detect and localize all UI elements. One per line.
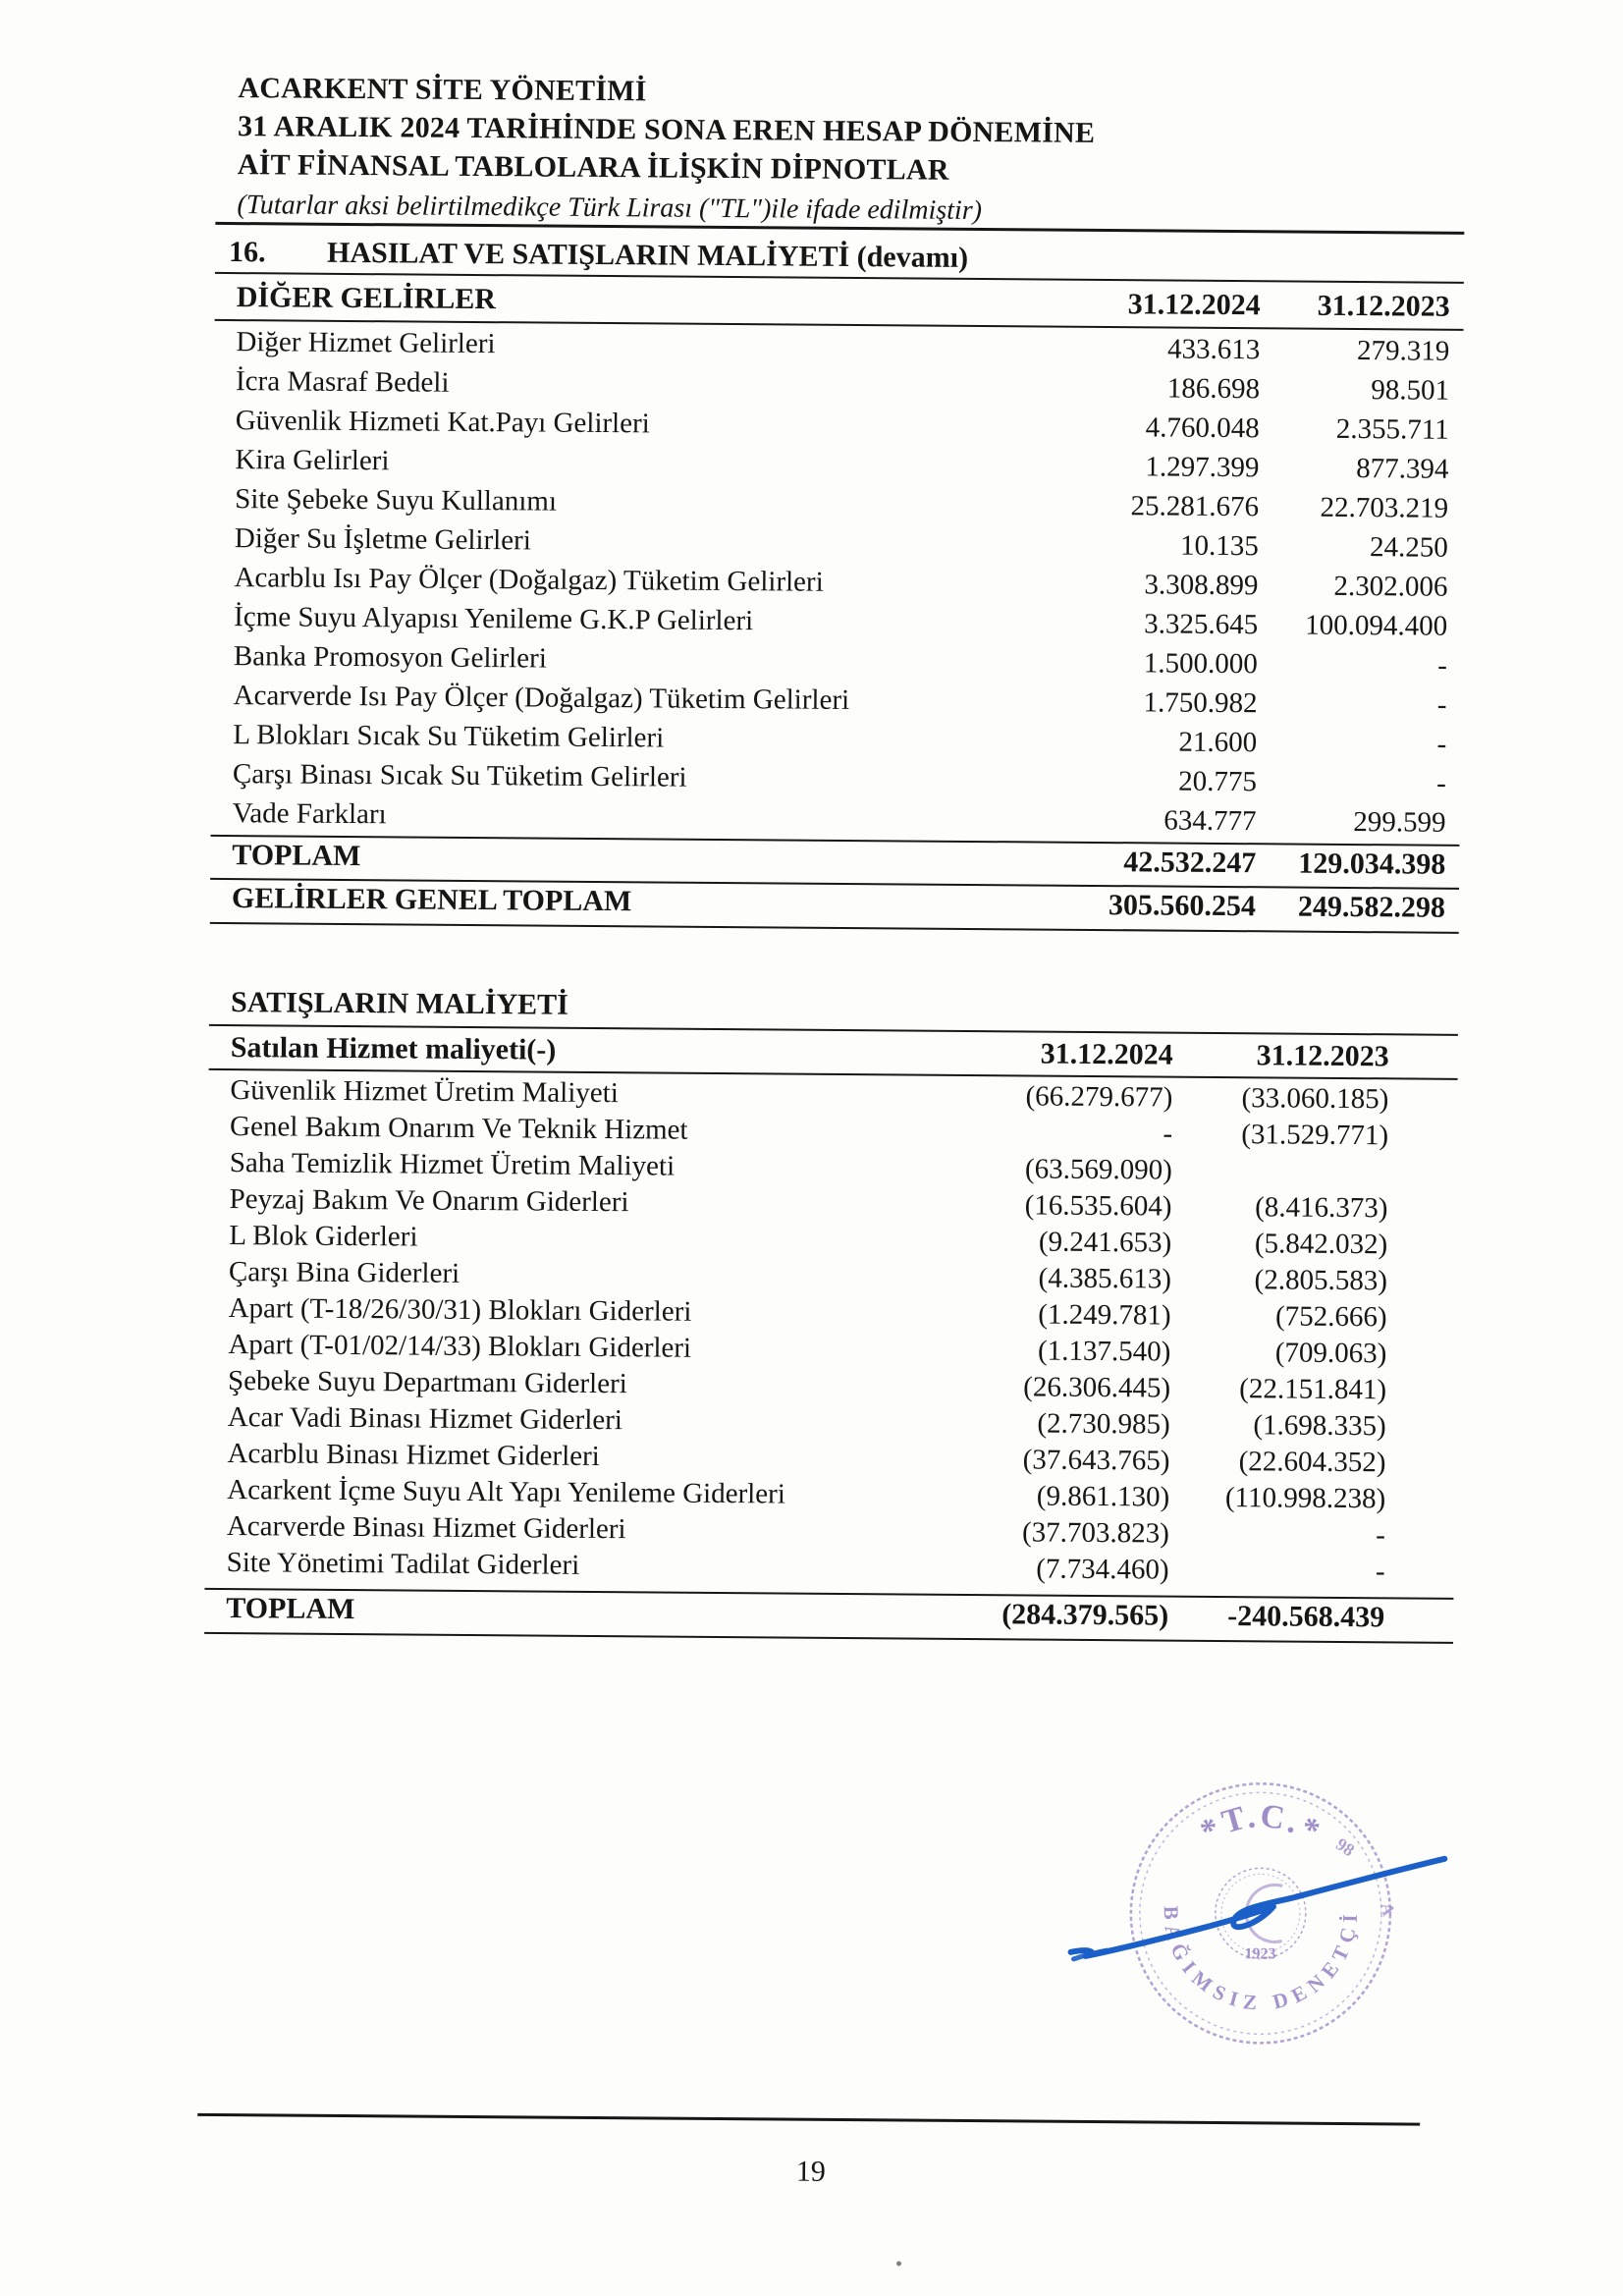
footer-divider (197, 2113, 1420, 2126)
company-name: ACARKENT SİTE YÖNETİMİ (238, 72, 647, 108)
value-2023: (8.416.373) (1255, 1191, 1388, 1225)
value-2023: 22.703.219 (1320, 491, 1449, 524)
value-2024: (37.643.765) (1022, 1444, 1170, 1477)
value-2024: 1.297.399 (1145, 451, 1260, 484)
value-2023: - (1375, 1556, 1385, 1588)
value-2024: (2.730.985) (1037, 1407, 1170, 1441)
value-2023: (33.060.185) (1241, 1082, 1389, 1116)
value-2023: (22.604.352) (1238, 1446, 1386, 1479)
grand-total-bottom-divider (210, 922, 1459, 934)
stamp-side-text-2: A (1377, 1900, 1399, 1918)
value-2023: 279.319 (1356, 335, 1450, 367)
grand-total-label: GELİRLER GENEL TOPLAM (231, 882, 632, 918)
value-2024: (16.535.604) (1024, 1189, 1172, 1223)
row-label: Vade Farkları (232, 797, 387, 831)
row-label: Diğer Su İşletme Gelirleri (234, 522, 531, 557)
value-2024: (63.569.090) (1024, 1153, 1172, 1186)
value-2024: (1.249.781) (1038, 1298, 1171, 1332)
grand-total-2023: 249.582.298 (1297, 890, 1446, 924)
stamp-year: 1923 (1244, 1945, 1276, 1963)
row-label: Peyzaj Bakım Ve Onarım Giderleri (229, 1183, 629, 1219)
value-2023: - (1437, 649, 1447, 682)
section-number: 16. (228, 236, 266, 269)
other-income-rows (232, 322, 1463, 843)
other-income-title: DİĞER GELİRLER (236, 281, 497, 316)
value-2023: 2.355.711 (1335, 412, 1449, 446)
value-2024: 25.281.676 (1130, 490, 1260, 523)
column-header-2024: 31.12.2024 (1040, 1037, 1173, 1071)
value-2023: (709.063) (1274, 1337, 1387, 1370)
row-label: Acarblu Binası Hizmet Giderleri (227, 1438, 600, 1473)
row-label: Site Şebeke Suyu Kullanımı (235, 483, 558, 518)
value-2023: 24.250 (1369, 531, 1448, 564)
value-2024: 3.325.645 (1144, 608, 1259, 641)
row-label: Kira Gelirleri (235, 444, 390, 477)
value-2024: 20.775 (1178, 765, 1258, 798)
column-header-2023: 31.12.2023 (1256, 1039, 1389, 1073)
value-2023: (752.666) (1274, 1300, 1387, 1334)
row-label: Çarşı Bina Giderleri (228, 1256, 460, 1289)
row-label: İçme Suyu Alyapısı Yenileme G.K.P Gelirleri (234, 601, 754, 637)
row-label: Acarblu Isı Pay Ölçer (Doğalgaz) Tüketim Gelirleri (234, 562, 824, 598)
cost-of-sales-header-row (231, 1031, 1458, 1074)
value-2023: (22.151.841) (1239, 1373, 1387, 1406)
other-income-header-row (237, 281, 1464, 324)
value-2023: - (1436, 728, 1447, 760)
total-2024: 42.532.247 (1123, 846, 1257, 880)
row-label: Acar Vadi Binası Hizmet Giderleri (227, 1401, 623, 1437)
value-2024: (7.734.460) (1036, 1553, 1169, 1586)
row-label: Site Yönetimi Tadilat Giderleri (226, 1547, 580, 1581)
value-2024: 634.777 (1163, 804, 1257, 838)
row-label: Çarşı Binası Sıcak Su Tüketim Gelirleri (232, 758, 687, 793)
column-header-2023: 31.12.2023 (1317, 289, 1450, 323)
stamp-side-text-1: 98 (1332, 1833, 1359, 1861)
value-2023: 877.394 (1356, 453, 1449, 485)
stamp-top-text: *T.C.* (1194, 1797, 1328, 1851)
value-2024: 433.613 (1167, 333, 1261, 366)
value-2023: (5.842.032) (1254, 1228, 1388, 1261)
value-2023: - (1376, 1519, 1386, 1552)
scan-speck (896, 2261, 901, 2266)
value-2024: (4.385.613) (1038, 1262, 1172, 1295)
section-title: HASILAT VE SATIŞLARIN MALİYETİ (devamı) (326, 236, 969, 274)
notes-title: AİT FİNANSAL TABLOLARA İLİŞKİN DİPNOTLAR (237, 148, 949, 187)
value-2023: 299.599 (1353, 806, 1446, 839)
total-label: TOPLAM (232, 839, 361, 873)
value-2024: (26.306.445) (1023, 1371, 1171, 1404)
cost-total-bottom-divider (204, 1632, 1453, 1644)
page-number: 19 (795, 2155, 826, 2188)
value-2024: (1.137.540) (1037, 1335, 1171, 1368)
value-2024: 1.500.000 (1143, 647, 1258, 681)
total-2023: 129.034.398 (1298, 847, 1446, 881)
row-label: Güvenlik Hizmeti Kat.Payı Gelirleri (235, 405, 650, 440)
auditor-stamp (1033, 1755, 1488, 2093)
row-label: Acarkent İçme Suyu Alt Yapı Yenileme Giderleri (227, 1474, 785, 1510)
stamp-ring-text: BAĞIMSIZ DENETÇİ (1159, 1905, 1362, 2015)
grand-total-2024: 305.560.254 (1108, 889, 1257, 923)
row-label: Acarverde Binası Hizmet Giderleri (226, 1510, 626, 1546)
total-2023: -240.568.439 (1227, 1600, 1385, 1634)
row-label: L Blok Giderleri (229, 1220, 418, 1253)
row-label: Şebeke Suyu Departmanı Giderleri (227, 1365, 627, 1400)
other-income-total-row (232, 839, 1459, 882)
value-2023: (31.529.771) (1241, 1119, 1389, 1152)
section-title-row (229, 236, 1464, 279)
cost-of-sales-header-label: Satılan Hizmet maliyeti(-) (230, 1031, 557, 1066)
value-2023: - (1436, 688, 1447, 721)
value-2023: (2.805.583) (1254, 1264, 1388, 1297)
value-2024: 3.308.899 (1144, 569, 1259, 602)
value-2024: 21.600 (1178, 726, 1258, 759)
value-2023: 100.094.400 (1305, 609, 1448, 642)
row-label: Diğer Hizmet Gelirleri (236, 326, 496, 360)
row-label: Saha Temizlik Hizmet Üretim Maliyeti (229, 1147, 676, 1182)
row-label: İcra Masraf Bedeli (235, 365, 450, 399)
cost-of-sales-total-row (226, 1592, 1453, 1635)
value-2023: - (1436, 767, 1447, 799)
value-2024: 10.135 (1179, 529, 1259, 563)
value-2023: 2.302.006 (1333, 570, 1448, 603)
value-2024: (66.279.677) (1025, 1080, 1173, 1114)
table-row (232, 793, 1459, 843)
currency-note: (Tutarlar aksi belirtilmedikçe Türk Lirası ("TL")ile ifade edilmiştir) (237, 190, 983, 227)
value-2023: (1.698.335) (1253, 1409, 1386, 1443)
stamp-graphic (1033, 1755, 1488, 2093)
row-label: Apart (T-18/26/30/31) Blokları Giderleri (228, 1292, 692, 1328)
value-2024: 1.750.982 (1143, 686, 1258, 720)
value-2024: 186.698 (1166, 372, 1261, 406)
row-label: Acarverde Isı Pay Ölçer (Doğalgaz) Tüketim Gelirleri (233, 680, 850, 716)
row-label: Güvenlik Hizmet Üretim Maliyeti (230, 1074, 619, 1110)
value-2023: (110.998.238) (1224, 1482, 1386, 1515)
value-2023: 98.501 (1371, 374, 1450, 407)
cost-of-sales-rows (226, 1072, 1457, 1591)
value-2024: (9.861.130) (1036, 1480, 1170, 1513)
cost-of-sales-title: SATIŞLARIN MALİYETİ (230, 986, 568, 1021)
grand-total-row (232, 882, 1459, 925)
value-2024: 4.760.048 (1145, 411, 1260, 445)
doc-header (237, 69, 1095, 231)
column-header-2024: 31.12.2024 (1127, 288, 1261, 322)
value-2024: - (1163, 1118, 1173, 1150)
value-2024: (9.241.653) (1038, 1226, 1172, 1259)
row-label: Apart (T-01/02/14/33) Blokları Giderleri (228, 1329, 692, 1364)
row-label: Genel Bakım Onarım Ve Teknik Hizmet (230, 1111, 688, 1146)
total-2024: (284.379.565) (1001, 1598, 1169, 1632)
row-label: Banka Promosyon Gelirleri (233, 640, 547, 675)
period-line: 31 ARALIK 2024 TARİHİNDE SONA EREN HESAP DÖNEMİNE (238, 110, 1096, 149)
total-label: TOPLAM (226, 1592, 355, 1626)
row-label: L Blokları Sıcak Su Tüketim Gelirleri (233, 719, 665, 754)
value-2024: (37.703.823) (1021, 1516, 1170, 1550)
